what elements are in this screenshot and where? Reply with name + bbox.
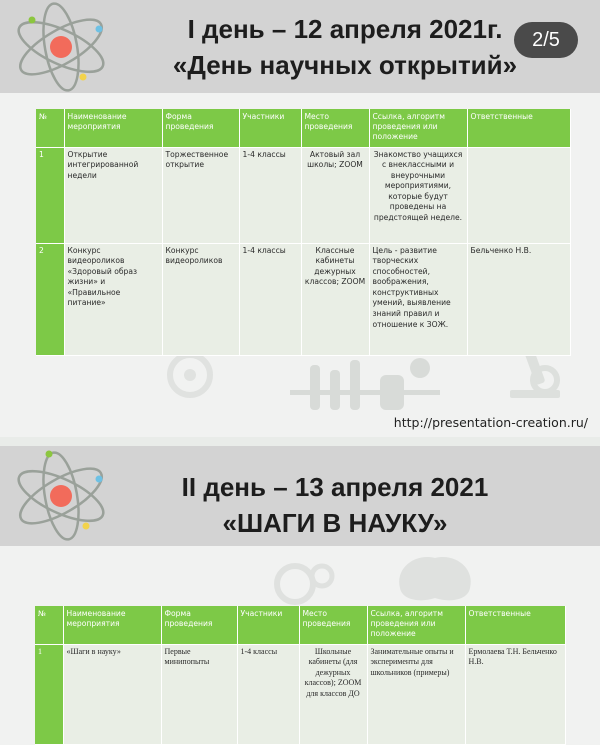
column-header: Место проведения — [299, 606, 367, 644]
column-header: Форма проведения — [162, 109, 239, 147]
participants: 1-4 классы — [237, 644, 299, 744]
row-number: 1 — [35, 644, 63, 744]
column-header: Наименование мероприятия — [64, 109, 162, 147]
event-place: Актовый зал школы; ZOOM — [301, 147, 369, 243]
column-header: Ссылка, алгоритм проведения или положение — [367, 606, 465, 644]
source-url[interactable]: http://presentation-creation.ru/ — [393, 415, 588, 430]
event-description: Занимательные опыты и эксперименты для школьников (примеры) — [367, 644, 465, 744]
column-header: Ссылка, алгоритм проведения или положение — [369, 109, 467, 147]
column-header: Наименование мероприятия — [63, 606, 161, 644]
table-header-row — [36, 109, 570, 147]
responsible: Бельченко Н.В. — [467, 243, 570, 355]
event-name: Конкурс видеороликов «Здоровый образ жизни» и «Правильное питание» — [64, 243, 162, 355]
participants: 1-4 классы — [239, 147, 301, 243]
schedule-table-day-2 — [35, 606, 566, 745]
brain-icon — [390, 548, 480, 608]
event-form: Конкурс видеороликов — [162, 243, 239, 355]
table-row — [36, 147, 570, 243]
column-header: Ответственные — [467, 109, 570, 147]
slide-title-line-1: II день – 13 апреля 2021 — [181, 472, 489, 502]
event-place: Школьные кабинеты (для дежурных классов); ZOOM для классов ДО — [299, 644, 367, 744]
column-header: № — [36, 109, 64, 147]
event-description: Знакомство учащихся с внеклассными и внеурочными мероприятиями, которые будут проведены на предстоящей неделе. — [369, 147, 467, 243]
event-description: Цель - развитие творческих способностей, воображения, конструктивных умений, выявление знаний правил и отношение к ЗОЖ. — [369, 243, 467, 355]
slide-day-2 — [0, 446, 600, 745]
column-header: Участники — [239, 109, 301, 147]
column-header: № — [35, 606, 63, 644]
gear-icon — [270, 554, 340, 614]
event-name: «Шаги в науку» — [63, 644, 161, 744]
event-place: Классные кабинеты дежурных классов; ZOOM — [301, 243, 369, 355]
responsible: Ермолаева Т.Н. Бельченко Н.В. — [465, 644, 565, 744]
event-name: Открытие интегрированной недели — [64, 147, 162, 243]
column-header: Участники — [237, 606, 299, 644]
slide-title-line-2: «ШАГИ В НАУКУ» — [222, 508, 448, 538]
column-header: Форма проведения — [161, 606, 237, 644]
schedule-table-day-1 — [36, 109, 571, 356]
page-counter-badge: 2/5 — [514, 22, 578, 58]
participants: 1-4 классы — [239, 243, 301, 355]
row-number: 1 — [36, 147, 64, 243]
event-form: Торжественное открытие — [162, 147, 239, 243]
row-number: 2 — [36, 243, 64, 355]
table-header-row — [35, 606, 565, 644]
responsible — [467, 147, 570, 243]
table-row — [36, 243, 570, 355]
event-form: Первые минипопыты — [161, 644, 237, 744]
atom-icon — [6, 2, 116, 92]
table-row — [35, 644, 565, 744]
slide-title-line-1: I день – 12 апреля 2021г. — [187, 14, 503, 44]
slide-title-line-2: «День научных открытий» — [172, 50, 518, 80]
column-header: Место проведения — [301, 109, 369, 147]
column-header: Ответственные — [465, 606, 565, 644]
atom-icon — [6, 446, 116, 546]
